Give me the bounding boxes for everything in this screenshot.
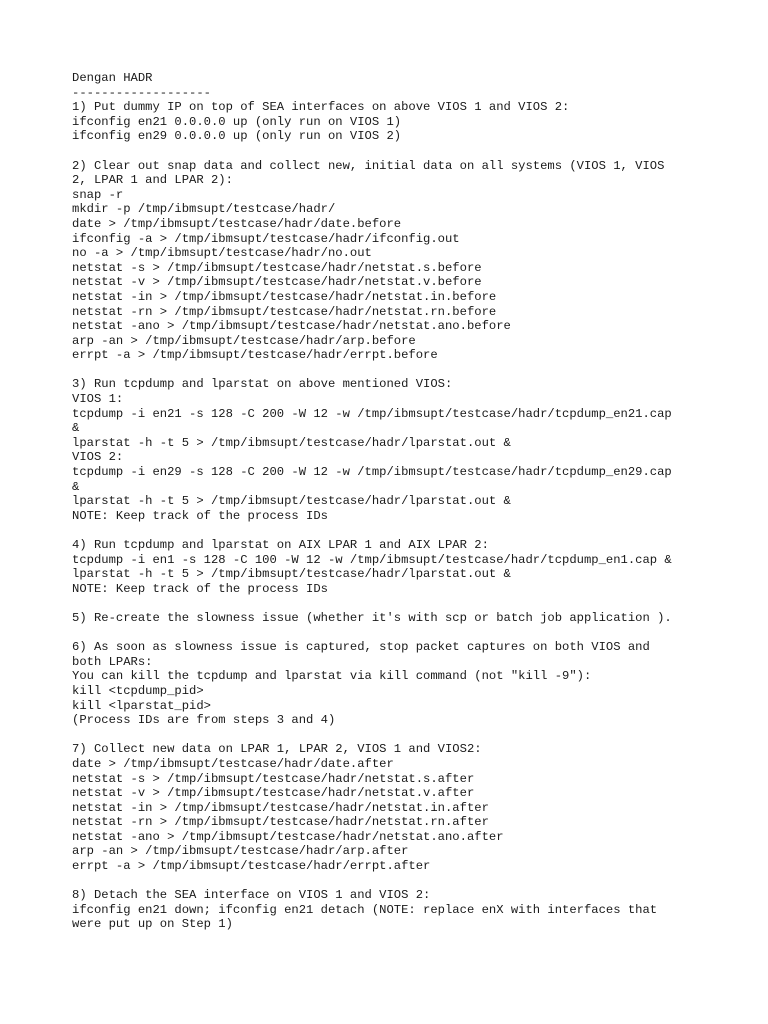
step-7-line: 7) Collect new data on LPAR 1, LPAR 2, VIOS 1 and VIOS2:	[72, 742, 482, 757]
step-8-line: 8) Detach the SEA interface on VIOS 1 and VIOS 2:	[72, 888, 431, 903]
step-6-line: (Process IDs are from steps 3 and 4)	[72, 713, 336, 728]
step-3-line: 3) Run tcpdump and lparstat on above mentioned VIOS:	[72, 377, 453, 392]
step-5	[72, 611, 712, 626]
step-3-line: &	[72, 479, 80, 494]
step-4-line: NOTE: Keep track of the process IDs	[72, 581, 328, 596]
step-2-line: ifconfig -a > /tmp/ibmsupt/testcase/hadr/ifconfig.out	[72, 231, 460, 246]
title-underline: -------------------	[72, 85, 211, 100]
step-2-line: 2) Clear out snap data and collect new, initial data on all systems (VIOS 1, VIOS	[72, 158, 665, 173]
paragraph-gap	[72, 874, 712, 889]
step-8-line: ifconfig en21 down; ifconfig en21 detach (NOTE: replace enX with interfaces that	[72, 902, 658, 917]
step-1-line: 1) Put dummy IP on top of SEA interfaces on above VIOS 1 and VIOS 2:	[72, 100, 570, 115]
step-5-line: 5) Re-create the slowness issue (whether it's with scp or batch job application ).	[72, 610, 672, 625]
step-2-line: netstat -rn > /tmp/ibmsupt/testcase/hadr/netstat.rn.before	[72, 304, 497, 319]
step-2-line: netstat -ano > /tmp/ibmsupt/testcase/hadr/netstat.ano.before	[72, 319, 511, 334]
step-6-line: 6) As soon as slowness issue is captured, stop packet captures on both VIOS and	[72, 640, 650, 655]
step-3-line: lparstat -h -t 5 > /tmp/ibmsupt/testcase/hadr/lparstat.out &	[72, 494, 511, 509]
step-2-line: no -a > /tmp/ibmsupt/testcase/hadr/no.out	[72, 246, 372, 261]
step-6-line: both LPARs:	[72, 654, 153, 669]
step-3-line: tcpdump -i en29 -s 128 -C 200 -W 12 -w /tmp/ibmsupt/testcase/hadr/tcpdump_en29.cap	[72, 465, 672, 480]
step-2-line: arp -an > /tmp/ibmsupt/testcase/hadr/arp.before	[72, 333, 416, 348]
step-3-line: VIOS 1:	[72, 392, 124, 407]
step-4-line: tcpdump -i en1 -s 128 -C 100 -W 12 -w /tmp/ibmsupt/testcase/hadr/tcpdump_en1.cap &	[72, 552, 672, 567]
step-2-line: netstat -s > /tmp/ibmsupt/testcase/hadr/netstat.s.before	[72, 260, 482, 275]
step-2	[72, 159, 712, 363]
document-page	[72, 71, 712, 932]
step-7	[72, 742, 712, 873]
paragraph-gap	[72, 626, 712, 641]
step-2-line: date > /tmp/ibmsupt/testcase/hadr/date.before	[72, 216, 402, 231]
step-6-line: kill <lparstat_pid>	[72, 698, 211, 713]
step-7-line: date > /tmp/ibmsupt/testcase/hadr/date.after	[72, 756, 394, 771]
step-1-line: ifconfig en21 0.0.0.0 up (only run on VIOS 1)	[72, 114, 402, 129]
step-7-line: netstat -v > /tmp/ibmsupt/testcase/hadr/netstat.v.after	[72, 786, 475, 801]
step-1-line: ifconfig en29 0.0.0.0 up (only run on VIOS 2)	[72, 129, 402, 144]
paragraph-gap	[72, 144, 712, 159]
paragraph-gap	[72, 523, 712, 538]
step-2-line: 2, LPAR 1 and LPAR 2):	[72, 173, 233, 188]
step-3	[72, 377, 712, 523]
paragraph-gap	[72, 728, 712, 743]
document-title: Dengan HADR	[72, 71, 153, 85]
step-3-line: tcpdump -i en21 -s 128 -C 200 -W 12 -w /tmp/ibmsupt/testcase/hadr/tcpdump_en21.cap	[72, 406, 672, 421]
step-6-line: You can kill the tcpdump and lparstat via kill command (not "kill -9"):	[72, 669, 592, 684]
step-4	[72, 538, 712, 596]
step-6	[72, 640, 712, 728]
step-1	[72, 100, 712, 144]
step-3-line: &	[72, 421, 80, 436]
paragraph-gap	[72, 596, 712, 611]
step-2-line: netstat -v > /tmp/ibmsupt/testcase/hadr/netstat.v.before	[72, 275, 482, 290]
step-2-line: snap -r	[72, 187, 124, 202]
step-4-line: lparstat -h -t 5 > /tmp/ibmsupt/testcase/hadr/lparstat.out &	[72, 567, 511, 582]
step-7-line: errpt -a > /tmp/ibmsupt/testcase/hadr/errpt.after	[72, 859, 431, 874]
step-7-line: netstat -rn > /tmp/ibmsupt/testcase/hadr/netstat.rn.after	[72, 815, 489, 830]
step-3-line: NOTE: Keep track of the process IDs	[72, 508, 328, 523]
step-8-line: were put up on Step 1)	[72, 917, 233, 932]
step-7-line: netstat -in > /tmp/ibmsupt/testcase/hadr/netstat.in.after	[72, 800, 489, 815]
step-4-line: 4) Run tcpdump and lparstat on AIX LPAR 1 and AIX LPAR 2:	[72, 538, 489, 552]
step-3-line: VIOS 2:	[72, 450, 124, 465]
step-2-line: mkdir -p /tmp/ibmsupt/testcase/hadr/	[72, 202, 336, 217]
step-2-line: netstat -in > /tmp/ibmsupt/testcase/hadr/netstat.in.before	[72, 289, 497, 304]
step-7-line: netstat -ano > /tmp/ibmsupt/testcase/hadr/netstat.ano.after	[72, 829, 504, 844]
step-7-line: arp -an > /tmp/ibmsupt/testcase/hadr/arp.after	[72, 844, 409, 859]
step-3-line: lparstat -h -t 5 > /tmp/ibmsupt/testcase/hadr/lparstat.out &	[72, 435, 511, 450]
step-6-line: kill <tcpdump_pid>	[72, 683, 204, 698]
paragraph-gap	[72, 363, 712, 378]
step-8	[72, 888, 712, 932]
step-7-line: netstat -s > /tmp/ibmsupt/testcase/hadr/netstat.s.after	[72, 771, 475, 786]
step-2-line: errpt -a > /tmp/ibmsupt/testcase/hadr/errpt.before	[72, 348, 438, 363]
